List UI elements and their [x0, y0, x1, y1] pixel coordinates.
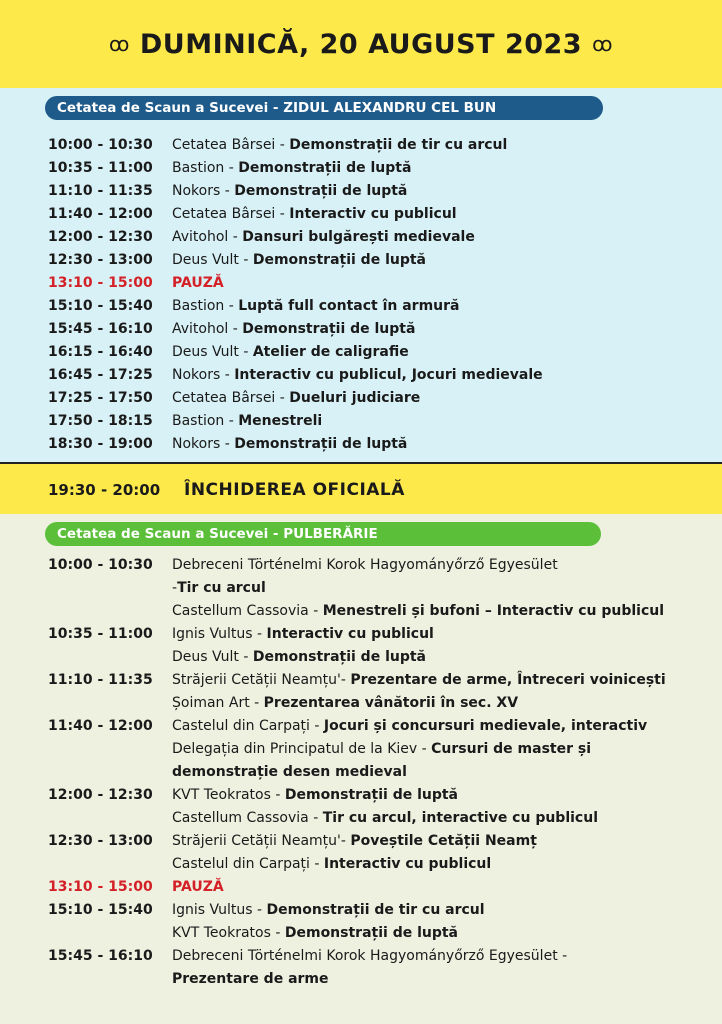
schedule-time: 18:30 - 19:00 — [48, 436, 153, 452]
schedule-row — [0, 387, 543, 410]
schedule-activity — [172, 387, 420, 410]
schedule-activity — [172, 623, 434, 646]
schedule-row — [0, 899, 666, 922]
pause-label: PAUZĂ — [172, 275, 224, 291]
schedule-time: 12:00 - 12:30 — [48, 229, 153, 245]
activity-description: Interactiv cu publicul — [266, 626, 434, 642]
schedule-activity — [172, 692, 518, 715]
activity-description: Prezentare de arme — [172, 971, 329, 987]
activity-description: Luptă full contact în armură — [238, 298, 460, 314]
group-name: Castelul din Carpați - — [172, 856, 324, 872]
group-name: Ignis Vultus - — [172, 626, 267, 642]
schedule-row — [0, 577, 666, 600]
activity-description: Jocuri și concursuri medievale, interactiv — [323, 718, 648, 734]
schedule-time: 15:10 - 15:40 — [48, 902, 153, 918]
schedule-activity — [172, 157, 411, 180]
activity-description: Poveștile Cetății Neamț — [350, 833, 537, 849]
group-name: Bastion - — [172, 160, 239, 176]
activity-description: Interactiv cu publicul — [289, 206, 457, 222]
activity-description: Demonstrații de luptă — [234, 183, 408, 199]
activity-description: Atelier de caligrafie — [252, 344, 409, 360]
activity-description: Demonstrații de luptă — [238, 160, 412, 176]
closing-label: ÎNCHIDEREA OFICIALĂ — [184, 480, 405, 500]
schedule-activity — [172, 761, 407, 784]
schedule-row — [0, 318, 543, 341]
activity-description: Demonstrații de luptă — [284, 787, 459, 803]
schedule-activity — [172, 433, 407, 456]
schedule-time: 13:10 - 15:00 — [48, 879, 153, 895]
group-name: Debreceni Történelmi Korok Hagyományőrző Egyesület - — [172, 948, 568, 964]
schedule-row — [0, 157, 543, 180]
schedule-activity — [172, 853, 491, 876]
schedule-activity — [172, 410, 322, 433]
schedule-row — [0, 341, 543, 364]
schedule-row — [0, 180, 543, 203]
schedule-time: 16:15 - 16:40 — [48, 344, 153, 360]
activity-description: demonstrație desen medieval — [172, 764, 407, 780]
group-name: Deus Vult - — [172, 344, 253, 360]
pause-label: PAUZĂ — [172, 879, 224, 895]
schedule-time: 13:10 - 15:00 — [48, 275, 153, 291]
group-name: Castelul din Carpați - — [172, 718, 324, 734]
activity-description: Interactiv cu publicul, Jocuri medievale — [234, 367, 543, 383]
schedule-row — [0, 876, 666, 899]
activity-description: Demonstrații de tir cu arcul — [266, 902, 485, 918]
schedule-time: 16:45 - 17:25 — [48, 367, 153, 383]
group-name: Castellum Cassovia - — [172, 810, 323, 826]
schedule-row — [0, 364, 543, 387]
group-name: Cetatea Bârsei - — [172, 206, 290, 222]
schedule-activity — [172, 341, 409, 364]
group-name: Ignis Vultus - — [172, 902, 267, 918]
schedule-activity — [172, 646, 426, 669]
group-name: Bastion - — [172, 298, 239, 314]
schedule-time: 15:10 - 15:40 — [48, 298, 153, 314]
schedule-row — [0, 738, 666, 761]
ornament-right-icon: ꝏ — [592, 32, 613, 56]
schedule-row — [0, 968, 666, 991]
schedule-row — [0, 272, 543, 295]
schedule-row — [0, 853, 666, 876]
activity-description: Cursuri de master și — [431, 741, 592, 757]
section-zidul-label: Cetatea de Scaun a Sucevei - ZIDUL ALEXANDRU CEL BUN — [45, 96, 603, 120]
activity-description: Tir cu arcul — [177, 580, 266, 596]
section-pulberarie-label: Cetatea de Scaun a Sucevei - PULBERĂRIE — [45, 522, 601, 546]
closing-time: 19:30 - 20:00 — [48, 481, 161, 499]
schedule-activity — [172, 784, 458, 807]
schedule-activity — [172, 249, 426, 272]
group-name: Avitohol - — [172, 321, 243, 337]
activity-description: Interactiv cu publicul — [323, 856, 492, 872]
section-pulberarie — [0, 514, 722, 1024]
schedule-row — [0, 807, 666, 830]
schedule-row — [0, 669, 666, 692]
schedule-time: 11:40 - 12:00 — [48, 206, 153, 222]
activity-description: Demonstrații de tir cu arcul — [289, 137, 508, 153]
group-name: Străjerii Cetății Neamțu'- — [172, 672, 351, 688]
activity-description: Dansuri bulgărești medievale — [242, 229, 475, 245]
schedule-row — [0, 646, 666, 669]
schedule-time: 15:45 - 16:10 — [48, 948, 153, 964]
section-zidul — [0, 88, 722, 462]
activity-description: Demonstrații de luptă — [242, 321, 416, 337]
group-name: Cetatea Bârsei - — [172, 137, 290, 153]
schedule-time: 10:00 - 10:30 — [48, 557, 153, 573]
schedule-time: 12:30 - 13:00 — [48, 833, 153, 849]
group-name: Deus Vult - — [172, 252, 253, 268]
group-name: Delegația din Principatul de la Kiev - — [172, 741, 432, 757]
schedule-time: 17:50 - 18:15 — [48, 413, 153, 429]
schedule-list-zidul — [0, 134, 543, 456]
group-name: Cetatea Bârsei - — [172, 390, 290, 406]
group-name: KVT Teokratos - — [172, 925, 285, 941]
activity-description: Tir cu arcul, interactive cu publicul — [322, 810, 598, 826]
schedule-activity — [172, 807, 598, 830]
schedule-row — [0, 554, 666, 577]
schedule-time: 12:30 - 13:00 — [48, 252, 153, 268]
ornament-left-icon: ꝏ — [109, 32, 130, 56]
schedule-time: 11:40 - 12:00 — [48, 718, 153, 734]
group-name: Nokors - — [172, 436, 235, 452]
schedule-activity — [172, 922, 458, 945]
activity-description: Demonstrații de luptă — [252, 252, 426, 268]
activity-description: Dueluri judiciare — [289, 390, 421, 406]
schedule-time: 15:45 - 16:10 — [48, 321, 153, 337]
schedule-activity — [172, 226, 475, 249]
schedule-activity — [172, 876, 224, 899]
schedule-activity — [172, 830, 537, 853]
schedule-time: 10:00 - 10:30 — [48, 137, 153, 153]
schedule-activity — [172, 945, 567, 968]
group-name: Castellum Cassovia - — [172, 603, 323, 619]
schedule-time: 10:35 - 11:00 — [48, 160, 153, 176]
schedule-time: 17:25 - 17:50 — [48, 390, 153, 406]
schedule-row — [0, 600, 666, 623]
schedule-activity — [172, 134, 507, 157]
schedule-row — [0, 945, 666, 968]
schedule-activity — [172, 715, 647, 738]
schedule-row — [0, 715, 666, 738]
activity-description: Demonstrații de luptă — [252, 649, 426, 665]
schedule-activity — [172, 295, 460, 318]
schedule-list-pulberarie — [0, 554, 666, 991]
closing-band — [0, 462, 722, 516]
schedule-row — [0, 433, 543, 456]
group-name: Nokors - — [172, 367, 235, 383]
schedule-time: 12:00 - 12:30 — [48, 787, 153, 803]
schedule-row — [0, 623, 666, 646]
schedule-time: 11:10 - 11:35 — [48, 672, 153, 688]
schedule-row — [0, 830, 666, 853]
schedule-activity — [172, 899, 485, 922]
schedule-activity — [172, 318, 415, 341]
schedule-row — [0, 226, 543, 249]
activity-description: Prezentarea vânătorii în sec. XV — [263, 695, 519, 711]
group-name: - — [172, 580, 178, 596]
title-band — [0, 0, 722, 88]
schedule-row — [0, 761, 666, 784]
group-name: KVT Teokratos - — [172, 787, 285, 803]
group-name: Șoiman Art - — [172, 695, 264, 711]
schedule-row — [0, 249, 543, 272]
schedule-activity — [172, 272, 224, 295]
activity-description: Demonstrații de luptă — [234, 436, 408, 452]
group-name: Străjerii Cetății Neamțu'- — [172, 833, 351, 849]
group-name: Avitohol - — [172, 229, 243, 245]
page-title — [109, 29, 613, 60]
schedule-activity — [172, 364, 543, 387]
schedule-activity — [172, 554, 558, 577]
schedule-row — [0, 203, 543, 226]
schedule-activity — [172, 180, 407, 203]
schedule-row — [0, 692, 666, 715]
activity-description: Menestreli și bufoni – Interactiv cu publicul — [322, 603, 665, 619]
group-name: Deus Vult - — [172, 649, 253, 665]
schedule-activity — [172, 577, 266, 600]
schedule-row — [0, 134, 543, 157]
activity-description: Demonstrații de luptă — [284, 925, 459, 941]
schedule-time: 10:35 - 11:00 — [48, 626, 153, 642]
group-name: Bastion - — [172, 413, 239, 429]
schedule-row — [0, 784, 666, 807]
schedule-activity — [172, 669, 666, 692]
activity-description: Prezentare de arme, Întreceri voinicești — [350, 672, 666, 688]
schedule-activity — [172, 600, 664, 623]
schedule-activity — [172, 203, 457, 226]
group-name: Nokors - — [172, 183, 235, 199]
schedule-row — [0, 410, 543, 433]
schedule-row — [0, 295, 543, 318]
schedule-time: 11:10 - 11:35 — [48, 183, 153, 199]
group-name: Debreceni Történelmi Korok Hagyományőrző Egyesület — [172, 557, 558, 573]
schedule-activity — [172, 738, 591, 761]
schedule-row — [0, 922, 666, 945]
activity-description: Menestreli — [238, 413, 323, 429]
schedule-activity — [172, 968, 329, 991]
title-text: DUMINICĂ, 20 AUGUST 2023 — [139, 28, 583, 60]
